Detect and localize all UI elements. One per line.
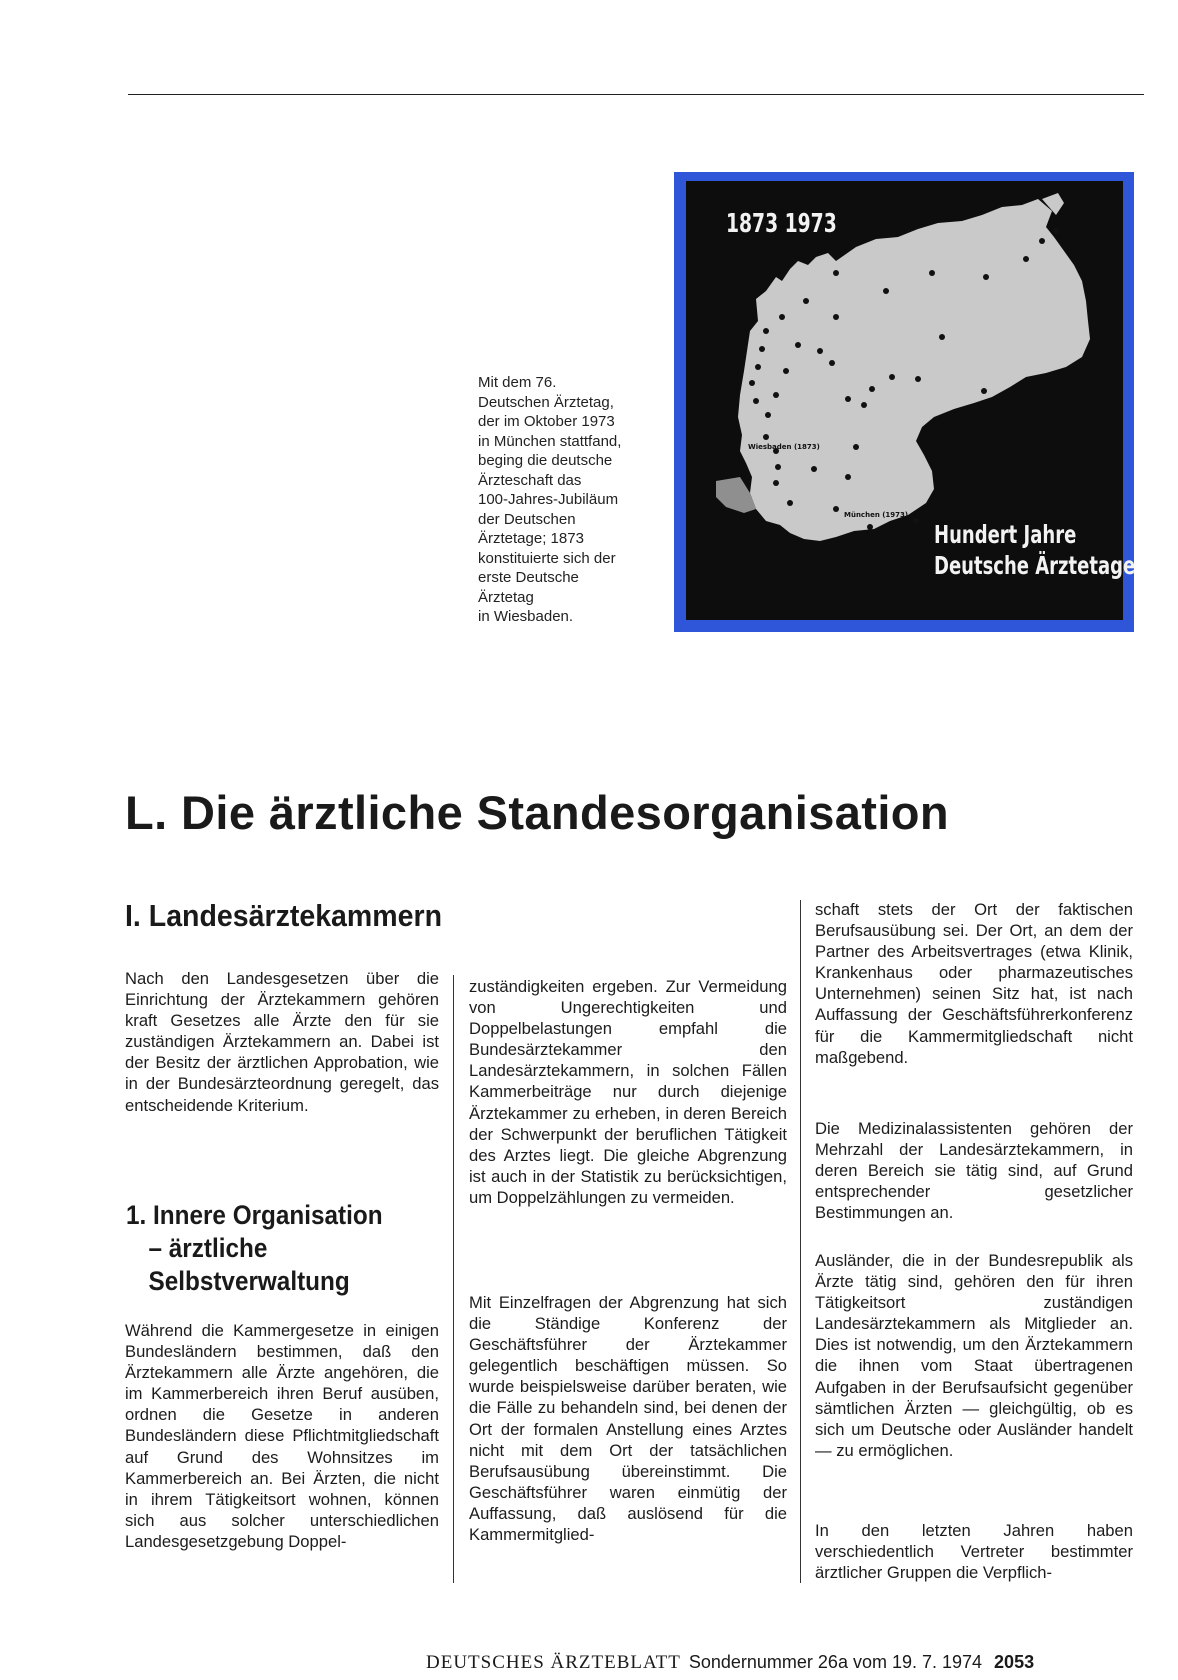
caption-line: der im Oktober 1973 xyxy=(478,413,615,430)
chapter-heading: L. Die ärztliche Standesorganisation xyxy=(125,786,950,839)
caption-line: beging die deutsche xyxy=(478,452,613,469)
map-southwest-extension xyxy=(716,477,756,513)
column-rule-1 xyxy=(453,975,454,1583)
paragraph-col2-2: Mit Einzelfragen der Abgrenzung hat sich die Ständige Konferenz der Geschäftsführer der Ärztekammer gelegentlich beschäftigen müssen. So wurde beispielsweise darüber beraten, wie die Fälle zu behandeln sind, bei denen der Ort der formalen Anstellung eines Arztes nicht mit dem Ort der tatsächlichen Berufsausübung übereinstimmt. Die Geschäftsführer waren einmütig der Auffassung, daß auslösend für die Kammermitglied- xyxy=(469,1293,787,1545)
muenchen-label: München (1973) xyxy=(844,511,909,519)
jubilee-title-line1: Hundert Jahre xyxy=(934,520,1077,549)
paragraph-col2-1: zuständigkeiten ergeben. Zur Vermeidung von Ungerechtigkeiten und Doppelbelastungen empfahl die Bundesärztekammer den Landesärztekammern, in solchen Fällen Kammerbeiträge nur durch diejenige Ärztekammer zu erheben, in deren Bereich der Schwerpunkt der beruflichen Tätigkeit des Arztes liegt. Die gleiche Abgrenzung ist auch in der Statistik zu berücksichtigen, um Doppelzählungen zu vermeiden. xyxy=(469,977,787,1207)
issue-info: Sondernummer 26a vom 19. 7. 1974 xyxy=(688,1652,983,1672)
top-rule xyxy=(128,94,1144,95)
paragraph-col1-2: Während die Kammergesetze in einigen Bundesländern bestimmen, daß den Ärztekammern alle Ärzte angehören, die im Kammerbereich ihren Beruf ausüben, ordnen die Gesetze in anderen Bundesländern diese Pflichtmitgliedschaft auf Grund des Wohnsitzes im Kammerbereich an. Bei Ärzten, die nicht in ihrem Tätigkeitsort wohnen, können sich aus solcher unterschiedlichen Landesgesetzgebung Doppel- xyxy=(125,1321,439,1551)
map-panel xyxy=(686,181,1136,620)
caption-line: in Wiesbaden. xyxy=(478,608,574,625)
wiesbaden-label: Wiesbaden (1873) xyxy=(748,443,820,451)
caption-line: in München stattfand, xyxy=(478,432,622,450)
caption-line: Ärztetag xyxy=(478,588,534,606)
subchapter-heading: I. Landesärztekammern xyxy=(125,898,443,933)
section-heading-line3: Selbstverwaltung xyxy=(148,1266,350,1296)
caption-line: 100-Jahres-Jubiläum xyxy=(478,491,619,508)
paragraph-col1-1: Nach den Landesgesetzen über die Einrichtung der Ärztekammern gehören kraft Gesetzes alle Ärzte den für sie zuständigen Ärztekammern an. Dabei ist der Besitz der ärztlichen Approbation, wie in der Bundesärzteordnung geregelt, das entscheidende Kriterium. xyxy=(125,969,439,1115)
figure-caption xyxy=(478,373,670,627)
map-silhouette xyxy=(738,199,1090,541)
paragraph-col3-3: Ausländer, die in der Bundesrepublik als Ärzte tätig sind, gehören den für ihren Tätigkeitsort zuständigen Landesärztekammern als Mitglieder an. Dies ist notwendig, um den Ärztekammern die ihnen vom Staat übertragenen Aufgaben in der Berufsaufsicht gegenüber sämtlichen Ärzten — gleichgültig, ob es sich um Deutsche oder Ausländer handelt — zu ermöglichen. xyxy=(815,1251,1133,1460)
page-footer xyxy=(426,1652,1034,1674)
caption-line: der Deutschen xyxy=(478,510,576,528)
years-label: 1873 1973 xyxy=(726,209,837,239)
caption-line: Mit dem 76. xyxy=(478,374,557,391)
caption-line: erste Deutsche xyxy=(478,569,579,586)
jubilee-figure xyxy=(674,172,1134,632)
section-heading-line2: – ärztliche xyxy=(148,1233,268,1263)
paragraph-col3-1: schaft stets der Ort der faktischen Berufsausübung sei. Der Ort, an dem der Partner des Arbeitsvertrages (etwa Klinik, Krankenhaus oder pharmazeutisches Unternehmen) seinen Sitz hat, ist nach Auffassung der Geschäftsführerkonferenz für die Kammermitgliedschaft nicht maßgebend. xyxy=(815,900,1133,1067)
caption-line: konstituierte sich der xyxy=(478,549,616,567)
page-number: 2053 xyxy=(994,1652,1035,1672)
section-heading-line1: 1. Innere Organisation xyxy=(126,1200,383,1230)
jubilee-title xyxy=(934,519,1135,581)
section-heading xyxy=(126,1199,383,1298)
caption-line: Ärztetage; 1873 xyxy=(478,530,584,547)
column-rule-2 xyxy=(800,900,801,1583)
jubilee-title-line2: Deutsche Ärztetage xyxy=(934,551,1136,580)
caption-line: Ärzteschaft das xyxy=(478,471,582,489)
caption-line: Deutschen Ärztetag, xyxy=(478,393,614,411)
paragraph-col3-4: In den letzten Jahren haben verschiedentlich Vertreter bestimmter ärztlicher Gruppen die Verpflich- xyxy=(815,1521,1133,1583)
journal-name: DEUTSCHES ÄRZTEBLATT xyxy=(426,1652,681,1673)
paragraph-col3-2: Die Medizinalassistenten gehören der Mehrzahl der Landesärztekammern, in deren Bereich sie tätig sind, auf Grund entsprechender gesetzlicher Bestimmungen an. xyxy=(815,1119,1133,1223)
